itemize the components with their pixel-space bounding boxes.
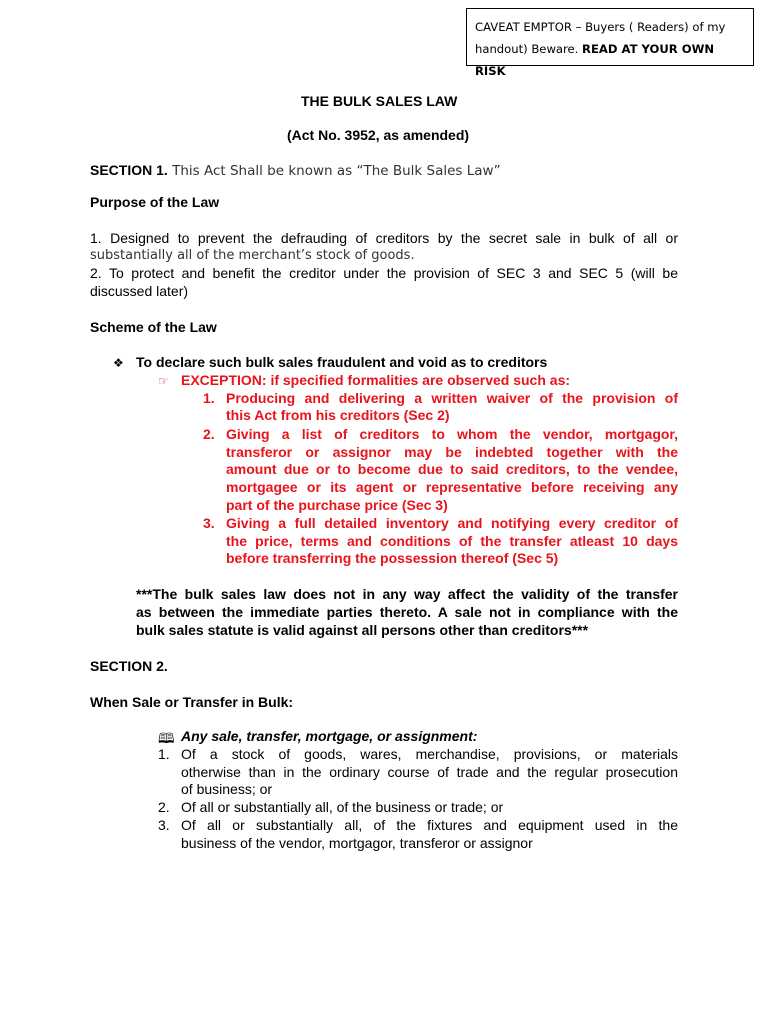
note-line-3: bulk sales statute is valid against all persons other than creditors***	[136, 622, 589, 638]
caveat-box	[466, 8, 754, 78]
scheme-item-2-line-4: mortgagee or its agent or representative before receiving any	[226, 479, 678, 495]
section-2-item-1-number: 1.	[158, 746, 170, 762]
purpose-item-2-line-2: discussed later)	[90, 283, 189, 299]
scheme-bullet-text: To declare such bulk sales fraudulent and void as to creditors	[136, 354, 548, 370]
scheme-item-1-line-1: Producing and delivering a written waiver of the provision of	[226, 390, 678, 406]
section-2-item-2-line-1: Of all or substantially all, of the business or trade; or	[181, 799, 504, 815]
note-line-2: as between the immediate parties thereto. A sale not in compliance with the	[136, 604, 678, 620]
section-2-heading: When Sale or Transfer in Bulk:	[90, 694, 294, 710]
scheme-item-3-line-3: before transferring the possession thereof (Sec 5)	[226, 550, 559, 566]
book-icon: 🕮	[158, 731, 175, 747]
section-1-text: This Act Shall be known as “The Bulk Sales Law”	[167, 163, 501, 179]
scheme-item-2-line-3: amount due or to become due to said creditors, to the vendee,	[226, 461, 678, 477]
scheme-item-1-line-2: this Act from his creditors (Sec 2)	[226, 407, 450, 423]
section-2-item-1-line-3: of business; or	[181, 781, 273, 797]
section-2-intro: Any sale, transfer, mortgage, or assignment:	[181, 728, 478, 744]
note-line-1: ***The bulk sales law does not in any way affect the validity of the transfer	[136, 586, 678, 602]
scheme-heading: Scheme of the Law	[90, 319, 217, 335]
purpose-heading: Purpose of the Law	[90, 194, 220, 210]
section-2-item-3-line-1: Of all or substantially all, of the fixtures and equipment used in the	[181, 817, 678, 833]
purpose-item-1-line-1: 1. Designed to prevent the defrauding of creditors by the secret sale in bulk of all or	[90, 230, 678, 246]
scheme-item-2-line-2: transferor or assignor may be indebted together with the	[226, 444, 678, 460]
scheme-item-2-number: 2.	[203, 426, 215, 442]
scheme-item-2-line-5: part of the purchase price (Sec 3)	[226, 497, 448, 513]
scheme-item-3-line-2: the price, terms and conditions of the transfer atleast 10 days	[226, 533, 678, 549]
scheme-item-3-number: 3.	[203, 515, 215, 531]
scheme-item-1-number: 1.	[203, 390, 215, 406]
section-2-item-1-line-2: otherwise than in the ordinary course of trade and the regular prosecution	[181, 764, 678, 780]
caveat-line-2: handout) Beware. READ AT YOUR OWN RISK	[475, 42, 715, 78]
purpose-item-1-line-2: substantially all of the merchant’s stock of goods.	[90, 248, 415, 263]
section-2-item-1-line-1: Of a stock of goods, wares, merchandise, provisions, or materials	[181, 746, 678, 762]
purpose-item-2-line-1: 2. To protect and benefit the creditor under the provision of SEC 3 and SEC 5 (will be	[90, 265, 678, 281]
caveat-warning: READ AT YOUR OWN RISK	[475, 42, 715, 78]
section-1-label: SECTION 1.	[90, 162, 168, 178]
section-2-label: SECTION 2.	[90, 658, 168, 674]
document-title: THE BULK SALES LAW	[301, 93, 458, 109]
caveat-line-1: CAVEAT EMPTOR – Buyers ( Readers) of my	[475, 20, 726, 34]
section-2-item-3-number: 3.	[158, 817, 170, 833]
scheme-bullet	[113, 354, 124, 370]
document-subtitle: (Act No. 3952, as amended)	[287, 127, 470, 143]
section-2-item-3-line-2: business of the vendor, mortgagor, transferor or assignor	[181, 835, 533, 851]
section-2-item-2-number: 2.	[158, 799, 170, 815]
exception-text: EXCEPTION: if specified formalities are observed such as:	[181, 372, 571, 388]
scheme-item-3-line-1: Giving a full detailed inventory and notifying every creditor of	[226, 515, 678, 531]
pointing-hand-icon: ☞	[158, 374, 169, 388]
scheme-item-2-line-1: Giving a list of creditors to whom the vendor, mortgagor,	[226, 426, 678, 442]
diamond-bullet-icon: ❖	[113, 356, 124, 370]
section-1	[90, 162, 501, 179]
